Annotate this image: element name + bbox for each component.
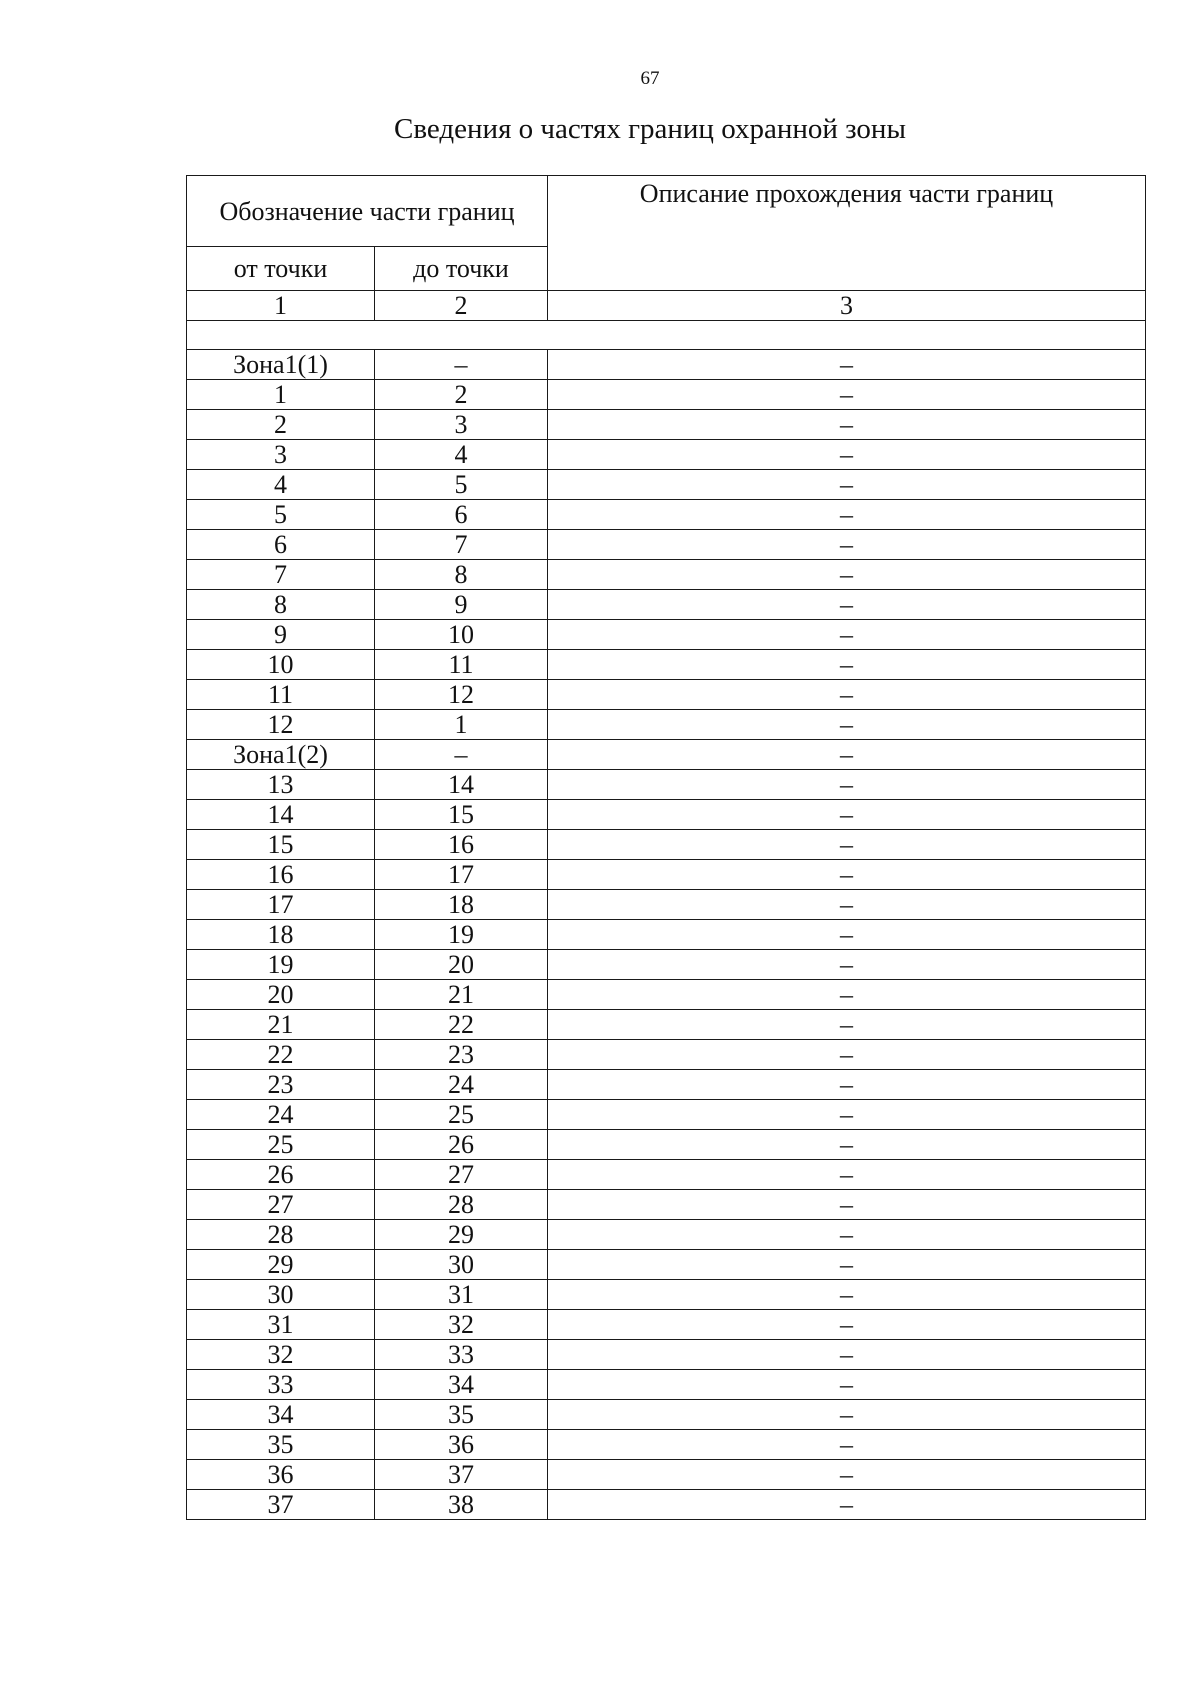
header-boundary-description: Описание прохождения части границ (548, 176, 1146, 291)
table-row (187, 410, 1146, 440)
cell-to-point: 2 (375, 380, 548, 410)
cell-description: – (548, 920, 1146, 950)
cell-description: – (548, 1280, 1146, 1310)
cell-description: – (548, 1130, 1146, 1160)
cell-to-point: 22 (375, 1010, 548, 1040)
cell-description: – (548, 1250, 1146, 1280)
cell-description: – (548, 1190, 1146, 1220)
cell-to-point: 1 (375, 710, 548, 740)
cell-from-point: 13 (187, 770, 375, 800)
table-row (187, 1370, 1146, 1400)
cell-to-point: 15 (375, 800, 548, 830)
cell-from-point: 26 (187, 1160, 375, 1190)
table-row (187, 470, 1146, 500)
cell-from-point: 1 (187, 380, 375, 410)
boundary-parts-table (186, 175, 1146, 1520)
cell-from-point: 28 (187, 1220, 375, 1250)
cell-description: – (548, 1010, 1146, 1040)
cell-to-point: 37 (375, 1460, 548, 1490)
cell-to-point: 34 (375, 1370, 548, 1400)
table-row (187, 680, 1146, 710)
table-row (187, 920, 1146, 950)
table-row (187, 980, 1146, 1010)
cell-from-point: 21 (187, 1010, 375, 1040)
cell-from-point: 25 (187, 1130, 375, 1160)
cell-description: – (548, 620, 1146, 650)
cell-from-point: 15 (187, 830, 375, 860)
cell-from-point: 16 (187, 860, 375, 890)
cell-description: – (548, 1460, 1146, 1490)
cell-from-point: 34 (187, 1400, 375, 1430)
column-number-2: 2 (375, 291, 548, 321)
cell-to-point: – (375, 740, 548, 770)
cell-from-point: 8 (187, 590, 375, 620)
cell-to-point: 27 (375, 1160, 548, 1190)
table-row (187, 1460, 1146, 1490)
header-boundary-designation: Обозначение части границ (187, 176, 548, 247)
cell-to-point: 31 (375, 1280, 548, 1310)
cell-to-point: 24 (375, 1070, 548, 1100)
table-row (187, 1100, 1146, 1130)
table-row (187, 1220, 1146, 1250)
cell-description: – (548, 890, 1146, 920)
cell-to-point: 17 (375, 860, 548, 890)
cell-from-point: 32 (187, 1340, 375, 1370)
cell-to-point: 35 (375, 1400, 548, 1430)
cell-from-point: 6 (187, 530, 375, 560)
cell-from-point: 37 (187, 1490, 375, 1520)
cell-description: – (548, 1400, 1146, 1430)
table-row (187, 1130, 1146, 1160)
cell-from-point: 10 (187, 650, 375, 680)
cell-to-point: 5 (375, 470, 548, 500)
cell-from-point: 3 (187, 440, 375, 470)
table-row (187, 830, 1146, 860)
table-row (187, 380, 1146, 410)
cell-to-point: 19 (375, 920, 548, 950)
cell-from-point: 4 (187, 470, 375, 500)
cell-to-point: 6 (375, 500, 548, 530)
cell-description: – (548, 650, 1146, 680)
document-title: Сведения о частях границ охранной зоны (394, 113, 906, 145)
cell-to-point: 8 (375, 560, 548, 590)
cell-to-point: 10 (375, 620, 548, 650)
cell-to-point: 29 (375, 1220, 548, 1250)
cell-from-point: 18 (187, 920, 375, 950)
cell-to-point: 33 (375, 1340, 548, 1370)
cell-description: – (548, 830, 1146, 860)
table-row (187, 1400, 1146, 1430)
table-row (187, 890, 1146, 920)
table-row (187, 440, 1146, 470)
cell-description: – (548, 380, 1146, 410)
cell-from-point: 14 (187, 800, 375, 830)
column-number-row (187, 291, 1146, 321)
cell-from-point: 29 (187, 1250, 375, 1280)
table-row (187, 950, 1146, 980)
cell-to-point: 3 (375, 410, 548, 440)
cell-description: – (548, 800, 1146, 830)
table-row (187, 1280, 1146, 1310)
cell-description: – (548, 530, 1146, 560)
table-row (187, 1190, 1146, 1220)
header-from-point: от точки (187, 247, 375, 291)
cell-description: – (548, 770, 1146, 800)
table-row (187, 1340, 1146, 1370)
cell-to-point: – (375, 350, 548, 380)
table-row (187, 1310, 1146, 1340)
cell-description: – (548, 350, 1146, 380)
table-row (187, 770, 1146, 800)
cell-to-point: 36 (375, 1430, 548, 1460)
cell-from-point: 17 (187, 890, 375, 920)
cell-description: – (548, 1220, 1146, 1250)
cell-description: – (548, 740, 1146, 770)
cell-to-point: 12 (375, 680, 548, 710)
cell-description: – (548, 440, 1146, 470)
page-number: 67 (640, 68, 660, 89)
cell-to-point: 30 (375, 1250, 548, 1280)
table-row (187, 1040, 1146, 1070)
cell-from-point: 23 (187, 1070, 375, 1100)
table-row (187, 1160, 1146, 1190)
cell-description: – (548, 1370, 1146, 1400)
column-number-1: 1 (187, 291, 375, 321)
cell-from-point: 35 (187, 1430, 375, 1460)
cell-from-point: 11 (187, 680, 375, 710)
cell-from-point: 22 (187, 1040, 375, 1070)
cell-from-point: 24 (187, 1100, 375, 1130)
cell-description: – (548, 1490, 1146, 1520)
table-row (187, 860, 1146, 890)
table-row (187, 620, 1146, 650)
cell-description: – (548, 590, 1146, 620)
cell-description: – (548, 710, 1146, 740)
table-row (187, 1010, 1146, 1040)
cell-from-point: 19 (187, 950, 375, 980)
cell-description: – (548, 1100, 1146, 1130)
cell-from-point: 30 (187, 1280, 375, 1310)
cell-description: – (548, 1430, 1146, 1460)
table-row (187, 710, 1146, 740)
cell-from-point: 36 (187, 1460, 375, 1490)
cell-description: – (548, 560, 1146, 590)
cell-to-point: 28 (375, 1190, 548, 1220)
table-row (187, 1490, 1146, 1520)
table-row (187, 1430, 1146, 1460)
cell-to-point: 32 (375, 1310, 548, 1340)
cell-to-point: 11 (375, 650, 548, 680)
cell-description: – (548, 470, 1146, 500)
cell-to-point: 23 (375, 1040, 548, 1070)
cell-description: – (548, 860, 1146, 890)
cell-description: – (548, 1040, 1146, 1070)
cell-to-point: 20 (375, 950, 548, 980)
cell-description: – (548, 950, 1146, 980)
cell-to-point: 25 (375, 1100, 548, 1130)
table-row (187, 560, 1146, 590)
cell-to-point: 38 (375, 1490, 548, 1520)
empty-cell (187, 321, 1146, 350)
table-row (187, 650, 1146, 680)
cell-from-point: 31 (187, 1310, 375, 1340)
cell-description: – (548, 500, 1146, 530)
cell-to-point: 21 (375, 980, 548, 1010)
cell-description: – (548, 1310, 1146, 1340)
cell-to-point: 14 (375, 770, 548, 800)
cell-to-point: 16 (375, 830, 548, 860)
cell-from-point: 27 (187, 1190, 375, 1220)
table-row (187, 740, 1146, 770)
cell-from-point: 2 (187, 410, 375, 440)
cell-description: – (548, 980, 1146, 1010)
column-number-3: 3 (548, 291, 1146, 321)
cell-to-point: 18 (375, 890, 548, 920)
empty-row (187, 321, 1146, 350)
table-row (187, 800, 1146, 830)
cell-from-point: 7 (187, 560, 375, 590)
cell-from-point: 5 (187, 500, 375, 530)
cell-from-point: 20 (187, 980, 375, 1010)
cell-to-point: 7 (375, 530, 548, 560)
cell-description: – (548, 680, 1146, 710)
table-row (187, 530, 1146, 560)
cell-to-point: 26 (375, 1130, 548, 1160)
cell-to-point: 9 (375, 590, 548, 620)
cell-description: – (548, 1160, 1146, 1190)
cell-from-point: 12 (187, 710, 375, 740)
cell-from-point: Зона1(2) (187, 740, 375, 770)
cell-from-point: 9 (187, 620, 375, 650)
table-row (187, 1250, 1146, 1280)
cell-from-point: 33 (187, 1370, 375, 1400)
table-row (187, 590, 1146, 620)
header-to-point: до точки (375, 247, 548, 291)
table-row (187, 1070, 1146, 1100)
cell-description: – (548, 1070, 1146, 1100)
table-header-row (187, 176, 1146, 247)
table-row (187, 350, 1146, 380)
table-row (187, 500, 1146, 530)
cell-description: – (548, 1340, 1146, 1370)
cell-from-point: Зона1(1) (187, 350, 375, 380)
cell-to-point: 4 (375, 440, 548, 470)
cell-description: – (548, 410, 1146, 440)
